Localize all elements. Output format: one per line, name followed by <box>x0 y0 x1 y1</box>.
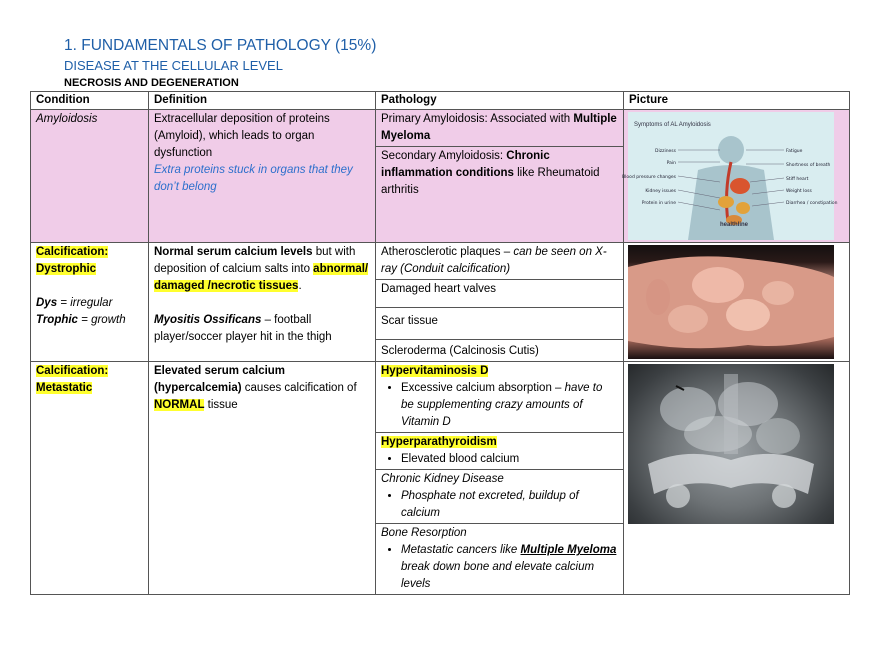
pathology-bullet: • Excessive calcium absorption – have to be supplementing crazy amounts of Vitamin D <box>401 380 618 431</box>
pathology-text: like Rheumatoid arthritis <box>381 167 600 196</box>
pathology-item <box>376 524 623 594</box>
condition-note: Trophic = growth <box>36 314 126 326</box>
condition-cell <box>31 362 149 595</box>
column-header: Pathology <box>376 92 624 110</box>
page-title: 1. FUNDAMENTALS OF PATHOLOGY (15%) <box>64 37 377 54</box>
column-header: Definition <box>149 92 376 110</box>
pathology-bullet: • Metastatic cancers like Multiple Myeloma break down bone and elevate calcium levels <box>401 542 618 593</box>
symptom-label: Fatigue <box>786 149 803 154</box>
symptom-label: Shortness of breath <box>786 163 831 168</box>
symptom-label: Pain <box>666 161 676 166</box>
definition-example: Myositis Ossificans – football player/soccer player hit in the thigh <box>154 314 332 343</box>
symptom-label: Stiff heart <box>786 177 809 182</box>
picture-cell <box>624 362 850 595</box>
definition-note: Extra proteins stuck in organs that they don’t belong <box>154 164 353 193</box>
definition-cell <box>149 243 376 362</box>
pathology-item: Scar tissue <box>376 308 623 340</box>
pathology-table <box>30 91 850 595</box>
table-row-amyloidosis <box>31 110 850 243</box>
column-header: Picture <box>624 92 850 110</box>
xray-illustration <box>628 364 834 524</box>
condition-cell <box>31 243 149 362</box>
pathology-item: Atherosclerotic plaques – can be seen on X-ray (Conduit calcification) <box>376 243 623 280</box>
symptom-label: Diarrhea / constipation <box>786 201 838 206</box>
table-row-metastatic <box>31 362 850 595</box>
pathology-emphasis: Chronic inflammation conditions <box>381 150 550 179</box>
symptom-label: Dizziness <box>655 149 676 154</box>
condition-title: Calcification: <box>36 365 109 377</box>
pathology-cell <box>376 362 624 595</box>
definition-text: Elevated serum calcium (hypercalcemia) causes calcification of NORMAL tissue <box>154 365 357 411</box>
page-subtitle: DISEASE AT THE CELLULAR LEVEL <box>64 58 283 73</box>
definition-cell <box>149 110 376 243</box>
picture-cell <box>624 110 850 243</box>
definition-text: Extracellular deposition of proteins (Amyloid), which leads to organ dysfunction <box>154 113 330 159</box>
definition-cell <box>149 362 376 595</box>
pathology-title: Hypervitaminosis D <box>381 365 489 377</box>
dystrophic-calcification-photo <box>628 245 834 359</box>
pathology-text: Secondary Amyloidosis: <box>381 150 507 162</box>
pathology-title: Chronic Kidney Disease <box>381 473 504 485</box>
pathology-item <box>376 433 623 470</box>
symptom-label: Protein in urine <box>641 201 676 206</box>
pathology-bullet: • Elevated blood calcium <box>401 451 618 468</box>
pathology-title: Bone Resorption <box>381 527 467 539</box>
pathology-item <box>376 470 623 524</box>
symptom-label: Weight loss <box>786 189 812 194</box>
table-header-row <box>31 92 850 110</box>
pathology-cell <box>376 243 624 362</box>
section-heading: NECROSIS AND DEGENERATION <box>64 77 239 89</box>
pathology-item <box>376 147 623 200</box>
image-title: Symptoms of AL Amyloidosis <box>634 122 711 128</box>
table-row-dystrophic <box>31 243 850 362</box>
pathology-item: Damaged heart valves <box>376 280 623 308</box>
image-brand: healthline <box>720 222 749 228</box>
column-header: Condition <box>31 92 149 110</box>
pathology-item: Scleroderma (Calcinosis Cutis) <box>381 345 539 357</box>
condition-title: Calcification: <box>36 246 109 258</box>
symptom-label: Kidney issues <box>645 189 676 194</box>
pathology-item <box>376 362 623 433</box>
picture-cell <box>624 243 850 362</box>
symptom-label: Blood pressure changes <box>622 175 676 180</box>
pelvis-xray-image <box>628 364 834 524</box>
condition-subtitle: Metastatic <box>36 382 93 394</box>
condition-note: Dys = irregular <box>36 297 113 309</box>
definition-text: Normal serum calcium levels but with deposition of calcium salts into abnormal/ damaged /necrotic tissues. <box>154 246 369 292</box>
pathology-item <box>376 110 623 147</box>
condition-cell: Amyloidosis <box>31 110 149 243</box>
pathology-cell <box>376 110 624 243</box>
pathology-text: Primary Amyloidosis: Associated with <box>381 113 574 125</box>
finger-illustration <box>628 245 834 359</box>
amyloidosis-symptoms-image <box>622 112 838 240</box>
pathology-title: Hyperparathyroidism <box>381 436 497 448</box>
condition-subtitle: Dystrophic <box>36 263 97 275</box>
pathology-emphasis: Multiple Myeloma <box>381 113 617 142</box>
pathology-bullet: • Phosphate not excreted, buildup of calcium <box>401 488 618 522</box>
